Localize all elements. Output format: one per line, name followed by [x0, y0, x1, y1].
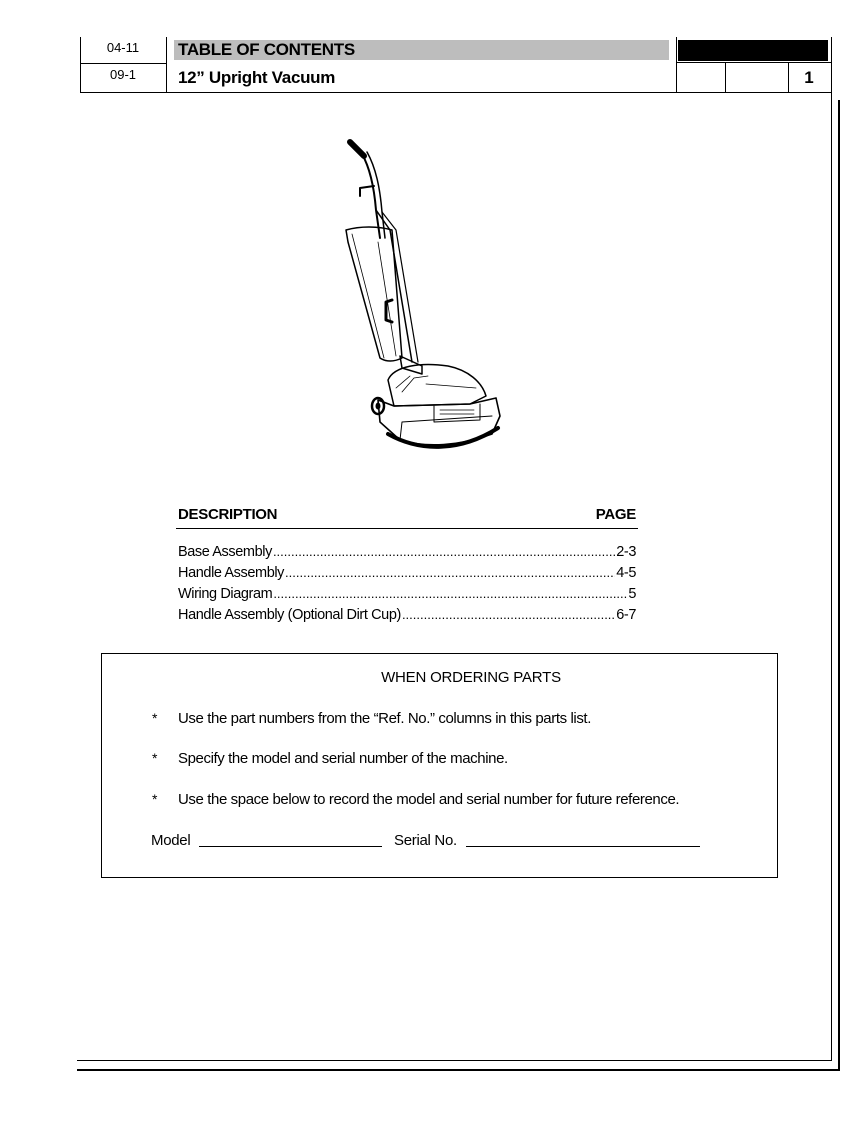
page-frame-bottom-shadow	[77, 1069, 840, 1071]
header-code-divider	[166, 37, 167, 93]
toc-entry-page: 6-7	[616, 607, 636, 623]
ordering-title: WHEN ORDERING PARTS	[381, 669, 561, 686]
serial-label: Serial No.	[394, 832, 457, 849]
fill-tube	[376, 210, 412, 362]
toc-page-heading: PAGE	[595, 506, 636, 523]
toc-leader-dots	[402, 607, 615, 623]
toc-leader-dots	[273, 544, 615, 560]
toc-heading-underline	[176, 528, 638, 529]
page-subtitle: 12” Upright Vacuum	[178, 68, 336, 87]
page-frame-right-shadow	[838, 100, 840, 1070]
header-black-box	[678, 40, 828, 61]
revision-code: 04-11	[106, 40, 140, 55]
page-frame-right	[831, 92, 832, 1061]
toc-entry-page: 2-3	[616, 544, 636, 560]
model-entry-line[interactable]	[199, 846, 382, 847]
bullet-marker: *	[152, 791, 158, 807]
toc-entry[interactable]	[178, 565, 636, 585]
header-cell-divider-1	[676, 37, 677, 93]
header-cell-divider-3	[788, 63, 789, 93]
form-code: 09-1	[109, 67, 137, 82]
header-cell-divider-2	[725, 63, 726, 93]
toc-entry-page: 5	[628, 586, 636, 602]
page-frame-bottom	[77, 1060, 832, 1061]
header-bottom-border	[80, 92, 832, 93]
toc-leader-dots	[273, 586, 627, 602]
toc-entry[interactable]	[178, 586, 636, 606]
handle-tube	[362, 154, 380, 238]
toc-entry[interactable]	[178, 607, 636, 627]
toc-entry-label: Base Assembly	[178, 544, 272, 560]
bullet-marker: *	[152, 710, 158, 726]
upright-vacuum-illustration	[330, 130, 520, 460]
toc-entry-label: Handle Assembly (Optional Dirt Cup)	[178, 607, 401, 623]
model-label: Model	[151, 832, 191, 849]
header-right-border	[831, 37, 832, 93]
cord-hook	[360, 186, 374, 196]
toc-leader-dots	[285, 565, 615, 581]
toc-entry-page: 4-5	[616, 565, 636, 581]
serial-entry-line[interactable]	[466, 846, 700, 847]
ordering-bullet: Specify the model and serial number of the machine.	[178, 750, 508, 767]
toc-description-heading: DESCRIPTION	[178, 506, 278, 523]
toc-entry[interactable]	[178, 544, 636, 564]
toc-entry-label: Wiring Diagram	[178, 586, 273, 602]
header-cell-top	[676, 62, 832, 63]
page-number: 1	[804, 68, 814, 87]
ordering-bullet: Use the part numbers from the “Ref. No.” columns in this parts list.	[178, 710, 591, 727]
header-code-separator	[80, 63, 167, 64]
ordering-bullet: Use the space below to record the model and serial number for future reference.	[178, 791, 680, 808]
toc-entry-label: Handle Assembly	[178, 565, 285, 581]
bullet-marker: *	[152, 750, 158, 766]
page-title: TABLE OF CONTENTS	[178, 40, 355, 59]
